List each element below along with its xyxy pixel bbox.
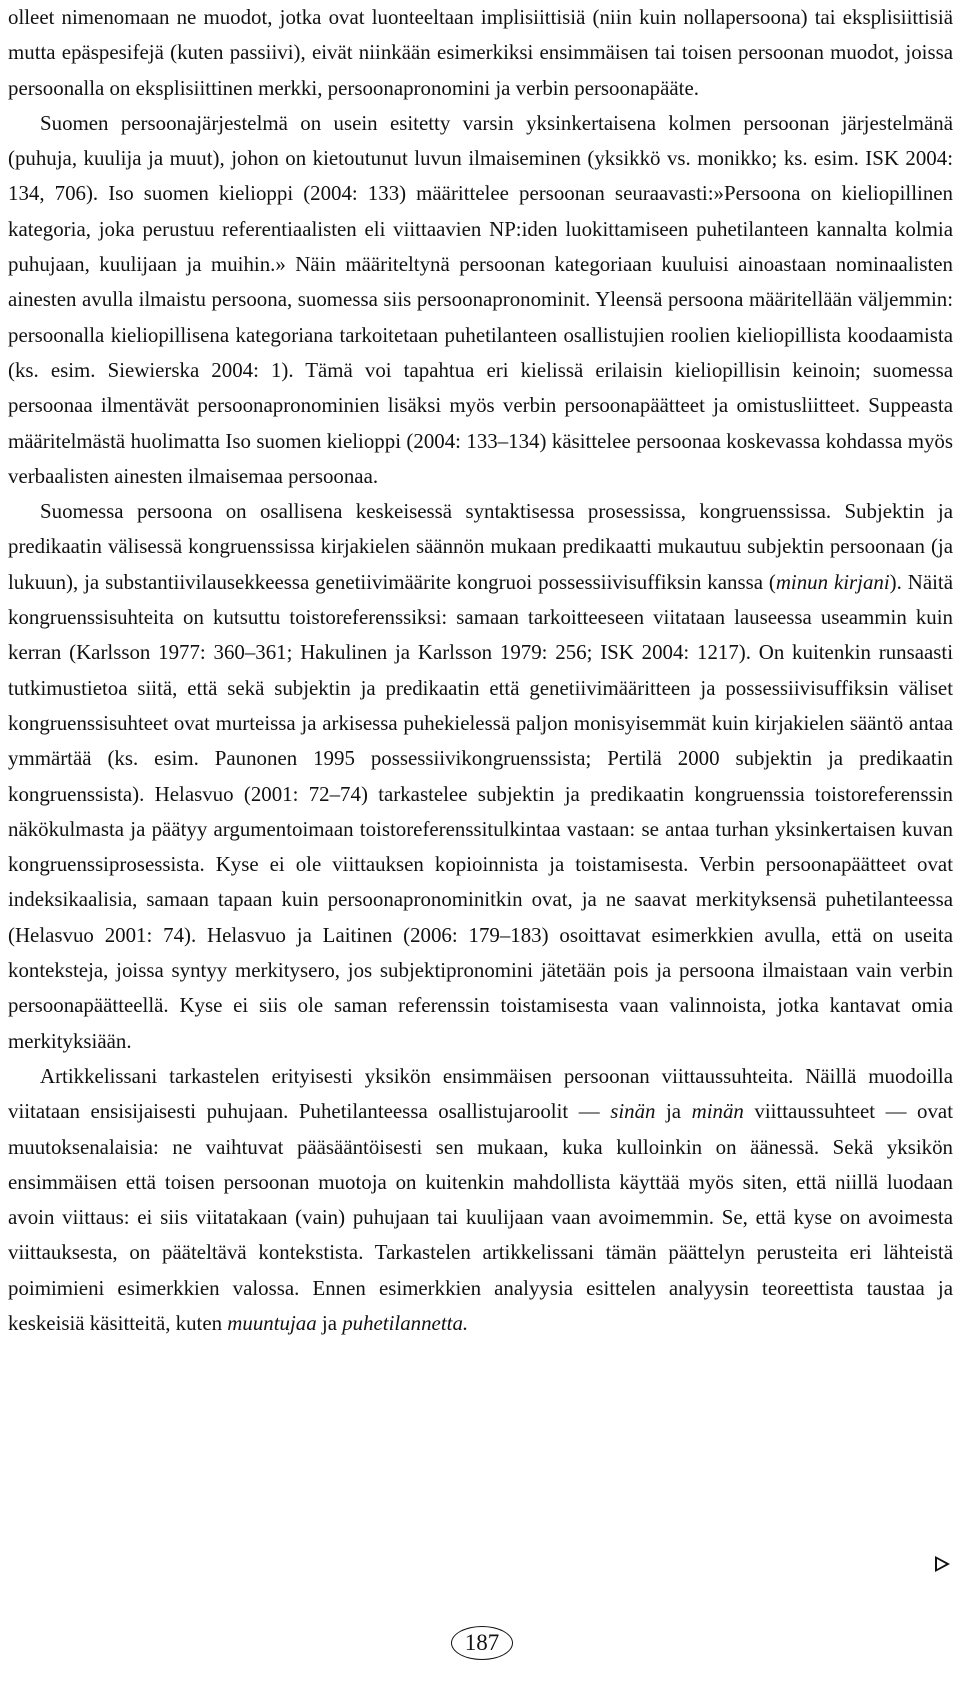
paragraph-text: Suomen persoonajärjestelmä on usein esitetty varsin yksinkertaisena kolmen persoonan järjestelmänä (puhuja, kuulija ja muut), johon on kietoutunut luvun ilmaiseminen (yksikkö vs. monikko; ks. esim. ISK 2004: 134, 706). Iso suomen kielioppi (2004: 133) määrittelee persoonan seuraavasti:»Persoona on kieliopillinen kategoria, joka perustuu referentiaalisten eli viittaavien NP:iden luokittamiseen puhetilanteen kannalta kolmia puhujaan, kuulijaan ja muihin.» Näin määriteltynä persoonan kategoriaan kuuluisi ainoastaan nominaalisten ainesten avulla ilmaistu persoona, suomessa siis persoonapronominit. Yleensä persoona määritellään väljemmin: persoonalla kieliopillisena kategoriana tarkoitetaan puhetilanteen osallistujien roolien kieliopillista koodaamista (ks. esim. Siewierska 2004: 1). Tämä voi tapahtua eri kielissä erilaisin kieliopillisin keinoin; suomessa persoonaa ilmentävät persoonapronominien lisäksi myös verbin persoonapäätteet ja omistusliitteet. Suppeasta määritelmästä huolimatta Iso suomen kielioppi (2004: 133–134) käsittelee persoonaa koskevassa kohdassa myös verbaalisten ainesten ilmaisemaa persoonaa. xyxy=(8,110,953,488)
paragraph-text-cont: ). Näitä kongruenssisuhteita on kutsuttu toistoreferenssiksi: samaan tarkoitteeseen viitataan lauseessa useammin kuin kerran (Karlsson 1977: 360–361; Hakulinen ja Karlsson 1979: 256; ISK 2004: 1217). On kuitenkin runsaasti tutkimustietoa siitä, että sekä subjektin ja predikaatin että genetiivimääritteen ja possessiivisuffiksin väliset kongruenssisuhteet ovat murteissa ja arkisessa puhekielessä paljon monisyisemmät kuin kirjakielen sääntö antaa ymmärtää (ks. esim. Paunonen 1995 possessiivikongruenssista; Pertilä 2000 subjektin ja predikaatin kongruenssista). Helasvuo (2001: 72–74) tarkastelee subjektin ja predikaatin kongruenssia toistoreferenssin näkökulmasta ja päätyy argumentoimaan toistoreferenssitulkintaa vastaan: se antaa turhan yksinkertaisen kuvan kongruenssiprosessista. Kyse ei ole viittauksen kopioinnista ja toistamisesta. Verbin persoonapäätteet ovat indeksikaalisia, samaan tapaan kuin persoonapronominitkin ovat, ja ne saavat merkityksensä puhetilanteessa (Helasvuo 2001: 74). Helasvuo ja Laitinen (2006: 179–183) osoittavat esimerkkien avulla, että on useita konteksteja, joissa syntyy merkitysero, jos subjektipronomini jätetään pois ja persoona ilmaistaan vain verbin persoonapäätteellä. Kyse ei siis ole saman referenssin toistamisesta vaan valinnoista, jotka kantavat omia merkityksiään. xyxy=(8,569,953,1053)
paragraph-1 xyxy=(8,0,953,106)
term-minan: minän xyxy=(691,1099,744,1124)
document-page xyxy=(8,0,953,1341)
paragraph-text: Artikkelissani tarkastelen erityisesti yksikön ensimmäisen persoonan viittaussuhteita. Näillä muodoilla viitataan ensisijaisesti puhujaan. Puhetilanteessa osallistujaroolit — xyxy=(8,1063,953,1124)
term-puhetilanne: puhetilannetta. xyxy=(342,1310,469,1335)
triangle-right-icon[interactable] xyxy=(935,1556,950,1572)
paragraph-text-cont: viittaussuhteet — ovat muutoksenalaisia: ne vaihtuvat pääsääntöisesti sen mukaan, kuka kulloinkin on äänessä. Sekä yksikön ensimmäisen että toisen persoonan muotoja on kuitenkin mahdollista käyttää myös siten, että niillä luodaan avoin viittaus: ei siis viitatakaan (vain) puhujaan tai kuulijaan vaan avoimemmin. Se, että kyse on avoimesta viittauksesta, on pääteltävä kontekstista. Tarkastelen artikkelissani tämän päättelyn perusteita eri lähteistä poimimieni esimerkkien valossa. Ennen esimerkkien analyysia esittelen analyysin teoreettista taustaa ja keskeisiä käsitteitä, kuten xyxy=(8,1099,953,1335)
example-phrase: minun kirjani xyxy=(775,569,890,594)
paragraph-text: olleet nimenomaan ne muodot, jotka ovat luonteeltaan implisiittisiä (niin kuin nollapersoona) tai eksplisiittisiä mutta epäspesifejä (kuten passiivi), eivät niinkään esimerkiksi ensimmäisen tai toisen persoonan muodot, joissa persoonalla on eksplisiittinen merkki, persoonapronomini ja verbin persoonapääte. xyxy=(8,5,953,100)
paragraph-text-cont: ja xyxy=(655,1099,692,1124)
paragraph-2 xyxy=(8,106,953,494)
term-muuntuja: muuntujaa xyxy=(227,1310,317,1335)
paragraph-4 xyxy=(8,1059,953,1341)
paragraph-text: Suomessa persoona on osallisena keskeisessä syntaktisessa prosessissa, kongruenssissa. Subjektin ja predikaatin välisessä kongruenssissa kirjakielen säännön mukaan predikaatti mukautuu subjektin persoonaan (ja lukuun), ja substantiivilausekkeessa genetiivimäärite kongruoi possessiivisuffiksin kanssa ( xyxy=(8,499,953,594)
paragraph-3 xyxy=(8,494,953,1059)
page-number: 187 xyxy=(451,1626,513,1660)
paragraph-text-cont: ja xyxy=(316,1310,343,1335)
term-sinan: sinän xyxy=(610,1099,656,1124)
